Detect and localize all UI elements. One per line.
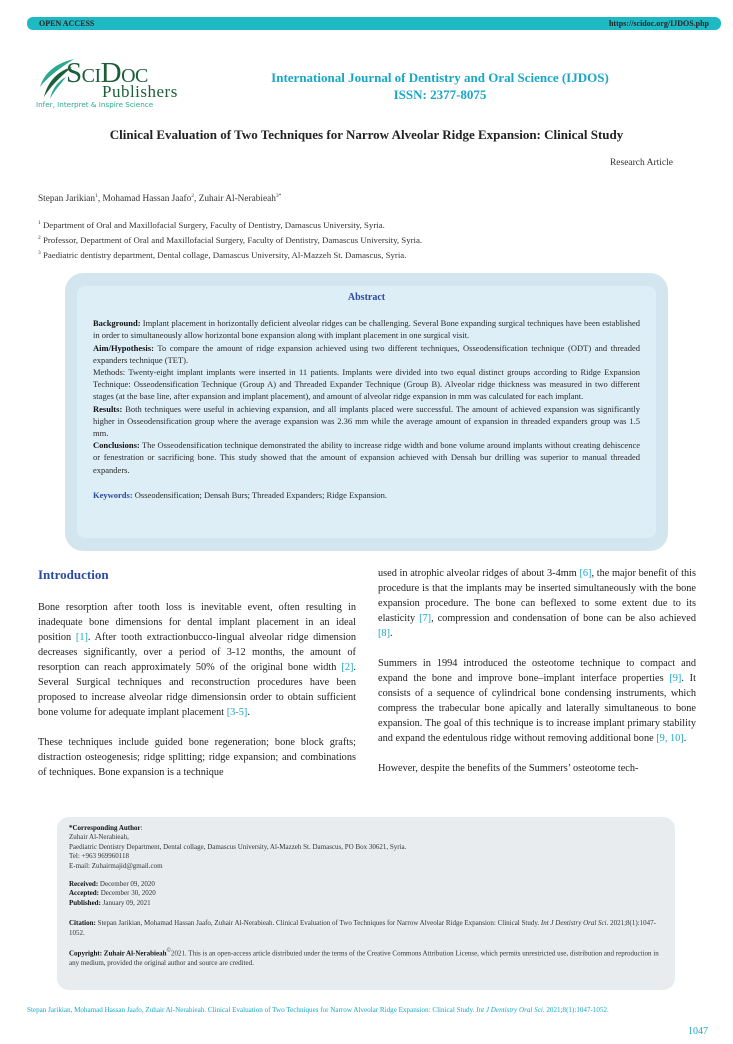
text-run: , compression and condensation of bone can be also achieved <box>431 613 696 624</box>
journal-name: International Journal of Dentistry and Oral Science (IJDOS) <box>271 70 609 85</box>
affiliation-text: Department of Oral and Maxillofacial Surgery, Faculty of Dentistry, Damascus University, Syria. <box>42 219 385 230</box>
reference-link[interactable]: [8] <box>378 628 391 639</box>
abstract-content <box>77 286 656 538</box>
corr-email[interactable]: E-mail: Zuhairmajid@gmail.com <box>69 861 163 870</box>
footer-citation-text: Stepan Jarikian, Mohamad Hassan Jaafo, Zuhair Al-Nerabieah. Clinical Evaluation of Two Techniques for Narrow Alveolar Ridge Expansion: Clinical Study. <box>27 1006 477 1014</box>
text-run: . <box>390 628 393 639</box>
copyright-text: 2021. This is an open-access article distributed under the terms of the Creative Commons Attribution License, which permits unrestricted use, distribution and reproduction in any medium, provided the original author and source are credited. <box>69 949 659 967</box>
background-text: Implant placement in horizontally deficient alveolar ridges can be challenging. Several Bone expanding surgical techniques have been established in order to simultaneously allow horizontal bone expansion along with implant placement in one surgical visit. <box>93 318 640 341</box>
footer-citation-tail: 2021;8(1):1047-1052. <box>544 1006 609 1014</box>
citation-block <box>69 919 663 938</box>
author-name: Zuhair Al-Nerabieah <box>198 194 276 205</box>
author-name: Stepan Jarikian <box>38 194 96 205</box>
text-run: used in atrophic alveolar ridges of about 3-4mm <box>378 568 580 579</box>
journal-issn: ISSN: 2377-8075 <box>393 87 487 102</box>
corr-address: Paediatric Dentistry Department, Dental collage, Damascus University, Al-Mazzeh St. Damascus, PO Box 30621, Syria. <box>69 842 407 851</box>
logo-sub: Publishers <box>102 82 178 101</box>
copyright-label: Copyright: Zuhair Al-Nerabieah <box>69 949 167 958</box>
article-title: Clinical Evaluation of Two Techniques for Narrow Alveolar Ridge Expansion: Clinical Study <box>109 127 624 142</box>
abstract-aim <box>93 342 640 366</box>
affiliation-list <box>38 217 422 262</box>
body-column-left <box>38 566 356 795</box>
received-value: December 09, 2020 <box>98 880 155 889</box>
article-type: Research Article <box>609 158 673 168</box>
keywords-label: Keywords: <box>93 489 133 500</box>
accepted-date <box>69 889 663 898</box>
corr-label <box>69 824 663 833</box>
conclusions-label: Conclusions: <box>93 440 140 451</box>
keywords-text: Osseodensification; Densah Burs; Threaded Expanders; Ridge Expansion. <box>132 489 387 500</box>
results-text: Both techniques were useful in achieving expansion, and all implants placed were successful. The amount of achieved expansion was significantly higher in Osseodensification group where the average expansion was 2.36 mm while the average amount of expansion in threaded expanders group was 1.5 mm. <box>93 403 640 439</box>
author-sup: 1 <box>95 193 98 199</box>
affiliation-item <box>38 232 422 247</box>
text-run: . <box>683 733 687 744</box>
accepted-label: Accepted: <box>69 889 99 898</box>
affiliation-sup: 3 <box>38 249 41 256</box>
text-run: Bone resorption after tooth loss is inevitable event, often resulting in inadequate bone dimensions for dental implant placement in an ideal position <box>38 602 356 643</box>
affiliation-item <box>38 217 422 232</box>
footer-citation <box>27 1005 707 1015</box>
corresponding-author-box <box>57 817 675 990</box>
intro-paragraph-3 <box>378 566 696 641</box>
published-date <box>69 899 663 908</box>
author-list: Stepan Jarikian$^1$, Mohamad Hassan Jaafo$^2$, Zuhair Al-Nerabieah$^{3*}$ <box>38 193 282 205</box>
aim-text: To compare the amount of ridge expansion achieved using two different techniques, Osseodensification technique (ODT) and threaded expanders technique (TET). <box>93 342 640 365</box>
accepted-value: December 30, 2020 <box>98 889 156 898</box>
text-run: , the major benefit of this procedure is that the implants may be inserted simultaneously with the bone expansion procedure. The bone can beflexed to some extent due to its elasticity <box>378 568 696 624</box>
abstract-heading: Abstract <box>347 292 386 303</box>
copyright-symbol: © <box>166 948 171 955</box>
published-value: January 09, 2021 <box>100 898 151 907</box>
intro-paragraph-5: However, despite the benefits of the Summers’ osteotome tech- <box>378 763 639 774</box>
author-name: Mohamad Hassan Jaafo <box>102 194 192 205</box>
journal-url-link[interactable]: https://scidoc.org/IJDOS.php <box>608 19 709 28</box>
reference-link[interactable]: [3-5] <box>226 707 248 718</box>
text-run: . <box>247 707 250 718</box>
received-date <box>69 880 663 889</box>
journal-header <box>230 69 650 103</box>
affiliation-sup: 2 <box>38 234 41 241</box>
published-label: Published: <box>69 898 101 907</box>
reference-link[interactable]: [9, 10] <box>656 733 684 744</box>
copyright-block <box>69 947 663 968</box>
abstract-results <box>93 403 640 440</box>
citation-journal: Int J Dentistry Oral Sci. <box>540 919 609 928</box>
intro-paragraph-1 <box>38 600 356 720</box>
reference-link[interactable]: [7] <box>419 613 432 624</box>
text-run: Summers in 1994 introduced the osteotome technique to compact and expand the bone and improve bone–implant interface properties <box>378 658 696 684</box>
introduction-heading: Introduction <box>38 567 109 582</box>
intro-paragraph-4 <box>378 656 696 746</box>
author-sup: 3* <box>275 193 282 199</box>
open-access-label: OPEN ACCESS <box>39 19 95 28</box>
citation-text: Stepan Jarikian, Mohamad Hassan Jaafo, Zuhair Al-Nerabieah. Clinical Evaluation of Two Techniques for Narrow Alveolar Ridge Expansion: Clinical Study. <box>95 919 541 928</box>
reference-link[interactable]: [2] <box>341 662 354 673</box>
background-label: Background: <box>93 318 141 329</box>
aim-label: Aim/Hypothesis: <box>93 342 154 353</box>
abstract-conclusions <box>93 439 640 476</box>
text-run: . It consists of a sequence of cylindrical bone condensing instruments, which compress the trabecular bone apically and laterally simultaneous to bone expansion. The goal of this technique is to increase implant primary stability and expand the edentulous ridge without removing additional bone <box>378 673 696 744</box>
logo-name: SciDoc <box>66 57 148 89</box>
scidoc-logo <box>36 57 196 113</box>
open-access-bar <box>27 17 721 30</box>
affiliation-item <box>38 247 422 262</box>
conclusions-text: The Osseodensification technique demonstrated the ability to increase ridge width and bone volume around implants without creating dehiscence or fenestration or sacrificing bone. This study showed that the amount of expansion achieved with Densah bur drilling was superior to manual threaded expanders. <box>93 440 640 475</box>
intro-paragraph-2: These techniques include guided bone regeneration; bone block grafts; distraction osteogenesis; ridge splitting; ridge expansion; and combinations of techniques. Bone expansion is a technique <box>38 737 356 778</box>
abstract-box <box>65 273 668 551</box>
reference-link[interactable]: [6] <box>579 568 592 579</box>
abstract-background <box>93 317 640 341</box>
affiliation-sup: 1 <box>38 220 41 226</box>
body-column-right <box>378 566 696 791</box>
reference-link[interactable]: [1] <box>75 632 88 643</box>
corr-colon: : <box>140 824 143 832</box>
affiliation-text: Professor, Department of Oral and Maxillofacial Surgery, Faculty of Dentistry, Damascus University, Syria. <box>42 234 423 245</box>
abstract-methods: Methods: Twenty-eight implant implants were inserted in 11 patients. Implants were divided into two equal distinct groups according to Ridge Expansion Technique: Osseodensification Technique (Group A) and Threaded Expander Technique (Group B). Alveolar ridge thickness was measured in two different stages (at the base line, after expansion and implant placement), and amount of alveolar ridge expansion in mm was calculated for each implant. <box>93 367 640 402</box>
abstract-keywords <box>93 489 640 501</box>
text-run: . After tooth extractionbucco-lingual alveolar ridge dimension decreases significantly, over a period of 3-12 months, the amount of resorption can reach approximately 50% of the original bone width <box>38 632 356 673</box>
received-label: Received: <box>69 880 99 889</box>
citation-label: Citation: <box>69 919 96 928</box>
reference-link[interactable]: [9] <box>669 673 682 684</box>
corr-label-text: *Corresponding Author <box>69 824 141 832</box>
corr-tel: Tel: +963 969960118 <box>69 852 129 861</box>
results-label: Results: <box>93 403 123 414</box>
page-number: 1047 <box>688 1026 708 1037</box>
corr-name: Zuhair Al-Nerabieah, <box>69 833 129 842</box>
author-sup: 2 <box>191 193 195 199</box>
logo-tagline: Infer, Interpret & Inspire Science <box>36 100 154 109</box>
citation-tail: 2021;8(1):1047-1052. <box>69 919 656 937</box>
text-run: . Several Surgical techniques and reconstruction procedures have been proposed to increase alveolar ridge dimensionsin order to obtain sufficient bone volume for adequate implant placement <box>38 662 356 718</box>
affiliation-text: Paediatric dentistry department, Dental collage, Damascus University, Al-Mazzeh St. Damascus, Syria. <box>42 249 407 260</box>
footer-journal: Int J Dentistry Oral Sci. <box>476 1006 545 1014</box>
